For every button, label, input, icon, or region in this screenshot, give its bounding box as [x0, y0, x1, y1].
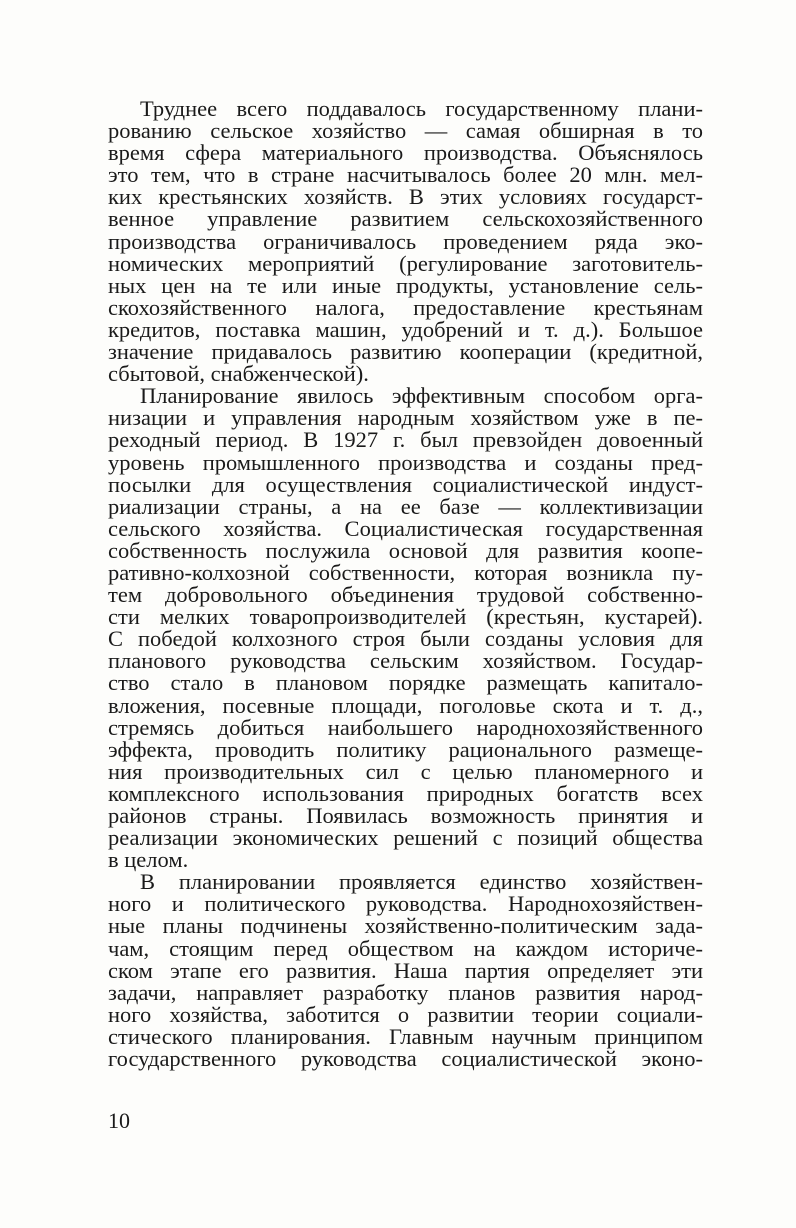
- text-line: районов страны. Появилась возможность принятия и: [108, 803, 703, 828]
- text-line: время сфера материального производства. Объяснялось: [108, 140, 703, 166]
- text-line: ного и политического руководства. Народнохозяйствен-: [108, 891, 703, 917]
- text-line: риализации страны, а на ее базе — коллективизации: [108, 493, 703, 519]
- text-line: ративно-колхозной собственности, которая возникла пу-: [108, 559, 703, 585]
- text-line: посылки для осуществления социалистической индуст-: [108, 471, 703, 497]
- body-text: [108, 98, 703, 1070]
- text-line: собственность послужила основой для развития коопе-: [108, 537, 703, 563]
- text-line: уровень промышленного производства и созданы пред-: [108, 449, 703, 475]
- text-line: планового руководства сельским хозяйством. Государ-: [108, 648, 703, 674]
- text-line: рованию сельское хозяйство — самая обширная в то: [108, 118, 703, 144]
- text-line: это тем, что в стране насчитывалось более 20 млн. мел-: [108, 162, 703, 188]
- text-line: сти мелких товаропроизводителей (крестьян, кустарей).: [108, 604, 703, 630]
- text-line: В планировании проявляется единство хозяйствен-: [140, 869, 703, 895]
- text-line: производства ограничивалось проведением ряда эко-: [108, 228, 703, 254]
- text-line: эффекта, проводить политику рационального размеще-: [108, 736, 703, 762]
- text-line: сельского хозяйства. Социалистическая государственная: [108, 515, 703, 541]
- text-line: ные планы подчинены хозяйственно-политическим зада-: [108, 913, 703, 939]
- text-line: значение придавалось развитию кооперации (кредитной,: [108, 339, 703, 365]
- text-line: тем добровольного объединения трудовой собственно-: [108, 582, 703, 608]
- text-line: Труднее всего поддавалось государственному плани-: [140, 96, 703, 121]
- text-line: венное управление развитием сельскохозяйственного: [108, 206, 703, 232]
- text-line: низации и управления народным хозяйством уже в пе-: [108, 405, 703, 431]
- text-line: реходный период. В 1927 г. был превзойден довоенный: [108, 427, 703, 453]
- text-line: С победой колхозного строя были созданы условия для: [108, 626, 703, 652]
- text-line: реализации экономических решений с позиций общества: [108, 825, 703, 851]
- text-line: ском этапе его развития. Наша партия определяет эти: [108, 957, 703, 983]
- text-line: стического планирования. Главным научным принципом: [108, 1023, 703, 1049]
- text-line: Планирование явилось эффективным способом орга-: [140, 383, 703, 409]
- text-line: комплексного использования природных богатств всех: [108, 780, 703, 806]
- text-line: скохозяйственного налога, предоставление крестьянам: [108, 294, 703, 320]
- page-number: 10: [108, 1108, 130, 1133]
- text-line: стремясь добиться наибольшего народнохозяйственного: [108, 714, 703, 740]
- text-line: ких крестьянских хозяйств. В этих условиях государст-: [108, 184, 703, 210]
- text-line: вложения, посевные площади, поголовье скота и т. д.,: [108, 692, 703, 718]
- text-line: в целом.: [108, 847, 189, 873]
- text-line: ных цен на те или иные продукты, установление сель-: [108, 272, 703, 298]
- text-line: ния производительных сил с целью планомерного и: [108, 758, 703, 784]
- text-line: кредитов, поставка машин, удобрений и т. д.). Большое: [108, 316, 703, 342]
- text-line: ство стало в плановом порядке размещать капитало-: [108, 670, 703, 696]
- text-line: задачи, направляет разработку планов развития народ-: [108, 979, 703, 1005]
- text-line: номических мероприятий (регулирование заготовитель-: [108, 250, 703, 276]
- text-line: государственного руководства социалистической эконо-: [108, 1046, 703, 1072]
- text-line: чам, стоящим перед обществом на каждом историче-: [108, 935, 703, 961]
- text-line: сбытовой, снабженческой).: [108, 361, 369, 387]
- text-line: ного хозяйства, заботится о развитии теории социали-: [108, 1001, 703, 1027]
